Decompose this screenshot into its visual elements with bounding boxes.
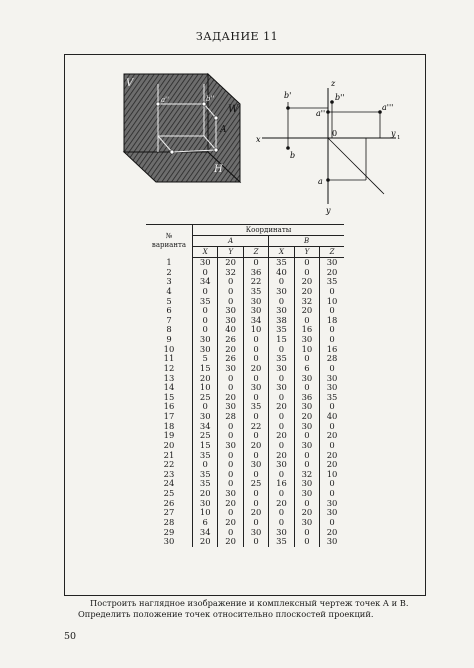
coord-cell: 0 bbox=[320, 489, 344, 499]
coord-cell: 30 bbox=[218, 306, 243, 316]
variant-number: 2 bbox=[166, 266, 172, 277]
variant-number: 9 bbox=[166, 334, 172, 344]
coord-cell: 20 bbox=[218, 499, 243, 509]
coord-cell: 0 bbox=[320, 335, 344, 345]
coord-cell: 0 bbox=[294, 528, 319, 538]
variant-number: 29 bbox=[163, 526, 175, 537]
variant-number: 24 bbox=[163, 478, 175, 489]
variant-number: 30 bbox=[163, 536, 175, 547]
coord-cell: 25 bbox=[193, 431, 218, 441]
coord-cell: 0 bbox=[193, 316, 218, 326]
coord-cell: 30 bbox=[320, 374, 344, 384]
coord-cell: 0 bbox=[320, 325, 344, 335]
table-row bbox=[146, 460, 344, 470]
coord-cell: 20 bbox=[269, 451, 294, 461]
coord-cell: 30 bbox=[320, 383, 344, 393]
variant-number: 26 bbox=[163, 497, 175, 508]
coord-cell: 0 bbox=[320, 306, 344, 316]
variant-number: 22 bbox=[163, 459, 175, 470]
variant-number: 4 bbox=[166, 285, 172, 296]
table-row bbox=[146, 412, 344, 422]
variant-number: 10 bbox=[163, 343, 175, 354]
task-caption: Построить наглядное изображение и комплексный чертеж точек A и B. Определить положение точек относительно плоскостей проекций. bbox=[78, 598, 409, 619]
coord-cell: 30 bbox=[243, 306, 268, 316]
variant-number: 27 bbox=[163, 507, 175, 518]
coord-cell: 0 bbox=[193, 460, 218, 470]
coord-cell: 30 bbox=[320, 499, 344, 509]
coord-cell: 0 bbox=[269, 508, 294, 518]
label-y1-sub: 1 bbox=[397, 135, 401, 141]
coord-cell: 0 bbox=[269, 412, 294, 422]
table-row bbox=[146, 499, 344, 509]
coords-header: Координаты bbox=[193, 225, 345, 236]
coord-cell: 30 bbox=[218, 364, 243, 374]
coord-cell: 35 bbox=[269, 325, 294, 335]
coord-cell: 0 bbox=[218, 470, 243, 480]
coord-cell: 0 bbox=[243, 335, 268, 345]
table-row bbox=[146, 335, 344, 345]
coord-cell: 38 bbox=[269, 316, 294, 326]
label-y1: y bbox=[391, 129, 396, 138]
coord-cell: 0 bbox=[243, 537, 268, 547]
table-row bbox=[146, 518, 344, 528]
variant-number: 1 bbox=[166, 256, 172, 267]
coord-cell: 0 bbox=[218, 383, 243, 393]
coord-cell: 20 bbox=[218, 393, 243, 403]
coord-cell: 16 bbox=[269, 479, 294, 489]
coord-cell: 0 bbox=[294, 258, 319, 268]
page-title: ЗАДАНИЕ 11 bbox=[195, 30, 279, 43]
coord-cell: 40 bbox=[269, 268, 294, 278]
table-row bbox=[146, 489, 344, 499]
label-z: z bbox=[331, 79, 336, 88]
label-w: W bbox=[228, 104, 239, 115]
coord-cell: 35 bbox=[243, 402, 268, 412]
coord-cell: 15 bbox=[269, 335, 294, 345]
table-row bbox=[146, 277, 344, 287]
coord-cell: 30 bbox=[218, 489, 243, 499]
coord-cell: 34 bbox=[193, 422, 218, 432]
axis-header: X bbox=[193, 247, 218, 258]
coord-cell: 30 bbox=[218, 402, 243, 412]
coord-cell: 35 bbox=[193, 470, 218, 480]
coord-cell: 34 bbox=[193, 528, 218, 538]
coord-cell: 20 bbox=[193, 374, 218, 384]
coord-cell: 30 bbox=[320, 258, 344, 268]
coord-cell: 20 bbox=[269, 431, 294, 441]
coord-cell: 30 bbox=[218, 441, 243, 451]
label-b-prime: b' bbox=[284, 91, 292, 100]
axis-header: Y bbox=[294, 247, 319, 258]
coord-cell: 15 bbox=[193, 441, 218, 451]
variant-number: 7 bbox=[166, 314, 172, 325]
coord-cell: 15 bbox=[193, 364, 218, 374]
table-row bbox=[146, 537, 344, 547]
coord-cell: 0 bbox=[269, 393, 294, 403]
coord-cell: 20 bbox=[294, 412, 319, 422]
coord-cell: 30 bbox=[243, 460, 268, 470]
coord-cell: 35 bbox=[269, 258, 294, 268]
coord-cell: 0 bbox=[243, 374, 268, 384]
coord-cell: 0 bbox=[218, 431, 243, 441]
variant-header: № варианта bbox=[146, 225, 193, 258]
coord-cell: 0 bbox=[243, 354, 268, 364]
coord-cell: 20 bbox=[218, 537, 243, 547]
coord-cell: 35 bbox=[243, 287, 268, 297]
coord-cell: 0 bbox=[193, 306, 218, 316]
coord-cell: 0 bbox=[269, 518, 294, 528]
label-a-point: A bbox=[220, 125, 227, 135]
coord-cell: 20 bbox=[320, 431, 344, 441]
variant-number: 6 bbox=[166, 305, 172, 316]
coord-cell: 35 bbox=[269, 537, 294, 547]
coord-cell: 0 bbox=[218, 374, 243, 384]
coord-cell: 34 bbox=[193, 277, 218, 287]
coord-cell: 30 bbox=[294, 374, 319, 384]
coord-cell: 0 bbox=[269, 441, 294, 451]
coord-cell: 20 bbox=[269, 499, 294, 509]
variant-number: 11 bbox=[163, 353, 175, 364]
coord-cell: 0 bbox=[269, 374, 294, 384]
coord-cell: 30 bbox=[269, 460, 294, 470]
coord-cell: 0 bbox=[243, 393, 268, 403]
coord-cell: 0 bbox=[243, 345, 268, 355]
variant-number: 18 bbox=[163, 420, 175, 431]
axis-header: Z bbox=[243, 247, 268, 258]
coord-cell: 0 bbox=[193, 402, 218, 412]
coord-cell: 0 bbox=[269, 470, 294, 480]
label-b-double: b'' bbox=[206, 95, 215, 103]
variant-number: 14 bbox=[163, 382, 175, 393]
coord-cell: 18 bbox=[320, 316, 344, 326]
table-row bbox=[146, 479, 344, 489]
variant-number: 12 bbox=[163, 362, 175, 373]
coord-cell: 16 bbox=[320, 345, 344, 355]
coord-cell: 0 bbox=[294, 537, 319, 547]
coord-cell: 25 bbox=[243, 479, 268, 489]
coord-cell: 25 bbox=[193, 393, 218, 403]
coord-cell: 0 bbox=[218, 422, 243, 432]
coord-cell: 22 bbox=[243, 422, 268, 432]
variant-number: 20 bbox=[163, 439, 175, 450]
coord-cell: 30 bbox=[320, 508, 344, 518]
coord-cell: 0 bbox=[243, 470, 268, 480]
coord-cell: 5 bbox=[193, 354, 218, 364]
label-a-double: a'' bbox=[161, 96, 170, 104]
coord-cell: 0 bbox=[243, 451, 268, 461]
coord-cell: 0 bbox=[294, 499, 319, 509]
coord-cell: 0 bbox=[218, 460, 243, 470]
table-row bbox=[146, 402, 344, 412]
coord-cell: 32 bbox=[294, 297, 319, 307]
coord-cell: 20 bbox=[320, 451, 344, 461]
table-row bbox=[146, 287, 344, 297]
table-row bbox=[146, 364, 344, 374]
variant-number: 17 bbox=[163, 411, 175, 421]
orthographic-drawing bbox=[254, 76, 404, 216]
table-row bbox=[146, 383, 344, 393]
pictorial-figure bbox=[112, 64, 242, 194]
coord-cell: 30 bbox=[294, 335, 319, 345]
coord-cell: 6 bbox=[294, 364, 319, 374]
coord-cell: 0 bbox=[269, 277, 294, 287]
plane-v bbox=[124, 74, 208, 152]
coord-cell: 20 bbox=[193, 489, 218, 499]
coord-cell: 40 bbox=[218, 325, 243, 335]
coord-cell: 10 bbox=[294, 345, 319, 355]
table-row bbox=[146, 431, 344, 441]
coord-cell: 20 bbox=[218, 345, 243, 355]
coord-cell: 0 bbox=[320, 287, 344, 297]
table-row bbox=[146, 345, 344, 355]
coord-cell: 0 bbox=[320, 441, 344, 451]
table-row bbox=[146, 393, 344, 403]
coord-cell: 0 bbox=[294, 431, 319, 441]
coord-cell: 32 bbox=[218, 268, 243, 278]
coord-cell: 0 bbox=[269, 297, 294, 307]
coord-cell: 0 bbox=[294, 354, 319, 364]
coord-cell: 20 bbox=[243, 364, 268, 374]
coord-cell: 20 bbox=[320, 460, 344, 470]
label-y: y bbox=[326, 206, 331, 215]
coord-cell: 0 bbox=[243, 431, 268, 441]
table-row bbox=[146, 451, 344, 461]
axis-header: Z bbox=[320, 247, 344, 258]
coord-cell: 30 bbox=[243, 297, 268, 307]
variant-number: 5 bbox=[166, 295, 172, 306]
variant-number: 23 bbox=[163, 468, 175, 479]
table-row bbox=[146, 268, 344, 278]
coord-cell: 20 bbox=[294, 277, 319, 287]
table-row bbox=[146, 258, 344, 268]
coord-cell: 40 bbox=[320, 412, 344, 422]
coord-cell: 30 bbox=[269, 306, 294, 316]
label-b: b bbox=[290, 151, 296, 160]
variant-number: 16 bbox=[163, 401, 175, 412]
coord-cell: 35 bbox=[320, 277, 344, 287]
table-row bbox=[146, 306, 344, 316]
coord-cell: 20 bbox=[320, 268, 344, 278]
table-row bbox=[146, 354, 344, 364]
axis-header: Y bbox=[218, 247, 243, 258]
coord-cell: 30 bbox=[294, 402, 319, 412]
coord-cell: 35 bbox=[269, 354, 294, 364]
coord-cell: 0 bbox=[218, 297, 243, 307]
table-row bbox=[146, 470, 344, 480]
coord-cell: 30 bbox=[193, 499, 218, 509]
coord-cell: 26 bbox=[218, 335, 243, 345]
coord-cell: 30 bbox=[243, 528, 268, 538]
coord-cell: 28 bbox=[218, 412, 243, 422]
variant-number: 3 bbox=[166, 276, 172, 287]
coord-cell: 0 bbox=[294, 268, 319, 278]
coord-cell: 32 bbox=[294, 470, 319, 480]
label-a-triple: a''' bbox=[382, 103, 394, 112]
coord-cell: 16 bbox=[294, 325, 319, 335]
table-row bbox=[146, 316, 344, 326]
coord-cell: 30 bbox=[294, 489, 319, 499]
label-a-prime-v: a'' bbox=[316, 109, 326, 118]
coord-cell: 0 bbox=[218, 528, 243, 538]
coord-cell: 0 bbox=[269, 345, 294, 355]
table-row bbox=[146, 374, 344, 384]
coord-cell: 0 bbox=[243, 258, 268, 268]
point-b-header: B bbox=[269, 236, 344, 247]
coord-cell: 30 bbox=[294, 518, 319, 528]
variant-number: 13 bbox=[163, 372, 175, 383]
coord-cell: 0 bbox=[294, 316, 319, 326]
coord-cell: 0 bbox=[294, 451, 319, 461]
table-row bbox=[146, 508, 344, 518]
coord-cell: 26 bbox=[218, 354, 243, 364]
label-a: a bbox=[318, 177, 323, 186]
table-row bbox=[146, 297, 344, 307]
coord-cell: 0 bbox=[218, 508, 243, 518]
coord-cell: 30 bbox=[269, 287, 294, 297]
coord-cell: 30 bbox=[320, 537, 344, 547]
coord-cell: 34 bbox=[243, 316, 268, 326]
coord-cell: 35 bbox=[193, 451, 218, 461]
coord-cell: 10 bbox=[320, 470, 344, 480]
coord-cell: 0 bbox=[243, 518, 268, 528]
table-row bbox=[146, 528, 344, 538]
label-origin: 0 bbox=[332, 129, 338, 138]
coord-cell: 20 bbox=[218, 518, 243, 528]
coord-cell: 30 bbox=[294, 422, 319, 432]
coord-cell: 20 bbox=[294, 508, 319, 518]
coord-cell: 28 bbox=[320, 354, 344, 364]
variant-number: 8 bbox=[166, 324, 172, 335]
variant-number: 28 bbox=[163, 516, 175, 527]
coord-cell: 35 bbox=[193, 479, 218, 489]
coord-cell: 10 bbox=[320, 297, 344, 307]
coord-cell: 35 bbox=[193, 297, 218, 307]
coord-cell: 10 bbox=[193, 508, 218, 518]
coord-cell: 30 bbox=[193, 412, 218, 422]
coord-cell: 30 bbox=[193, 345, 218, 355]
label-h: H bbox=[214, 164, 223, 175]
coord-cell: 30 bbox=[243, 383, 268, 393]
coord-cell: 30 bbox=[218, 316, 243, 326]
coord-cell: 30 bbox=[294, 479, 319, 489]
coord-cell: 0 bbox=[243, 499, 268, 509]
coord-cell: 0 bbox=[218, 479, 243, 489]
coord-cell: 20 bbox=[243, 508, 268, 518]
label-x: x bbox=[256, 135, 261, 144]
page-number: 50 bbox=[64, 631, 77, 642]
coord-cell: 0 bbox=[218, 451, 243, 461]
variant-number: 15 bbox=[163, 391, 175, 402]
table-row bbox=[146, 325, 344, 335]
coord-cell: 10 bbox=[193, 383, 218, 393]
coord-cell: 0 bbox=[294, 460, 319, 470]
coord-cell: 0 bbox=[243, 489, 268, 499]
coord-cell: 0 bbox=[193, 325, 218, 335]
coord-cell: 20 bbox=[320, 528, 344, 538]
coord-cell: 0 bbox=[218, 287, 243, 297]
coord-cell: 0 bbox=[294, 383, 319, 393]
coord-cell: 20 bbox=[218, 258, 243, 268]
coord-cell: 30 bbox=[269, 383, 294, 393]
coord-cell: 22 bbox=[243, 277, 268, 287]
coord-cell: 0 bbox=[320, 422, 344, 432]
coord-cell: 20 bbox=[269, 402, 294, 412]
coord-cell: 0 bbox=[320, 479, 344, 489]
coord-cell: 20 bbox=[294, 287, 319, 297]
coord-cell: 20 bbox=[243, 441, 268, 451]
label-v: V bbox=[126, 78, 134, 89]
coord-cell: 30 bbox=[269, 528, 294, 538]
coord-cell: 30 bbox=[193, 258, 218, 268]
coord-cell: 0 bbox=[269, 422, 294, 432]
coord-cell: 0 bbox=[243, 412, 268, 422]
coord-cell: 0 bbox=[320, 364, 344, 374]
coord-cell: 30 bbox=[193, 335, 218, 345]
table-row bbox=[146, 441, 344, 451]
coord-cell: 0 bbox=[218, 277, 243, 287]
label-b-double-ortho: b'' bbox=[335, 93, 345, 102]
coord-cell: 30 bbox=[269, 364, 294, 374]
coord-cell: 30 bbox=[294, 441, 319, 451]
coord-cell: 36 bbox=[243, 268, 268, 278]
coord-cell: 6 bbox=[193, 518, 218, 528]
variant-number: 21 bbox=[163, 449, 175, 460]
coord-cell: 0 bbox=[320, 402, 344, 412]
point-a-header: A bbox=[193, 236, 269, 247]
coord-cell: 0 bbox=[193, 268, 218, 278]
axis-header: X bbox=[269, 247, 294, 258]
variant-number: 25 bbox=[163, 488, 175, 498]
coord-cell: 0 bbox=[320, 518, 344, 528]
coord-cell: 10 bbox=[243, 325, 268, 335]
coord-cell: 35 bbox=[320, 393, 344, 403]
coord-cell: 20 bbox=[193, 537, 218, 547]
coord-cell: 20 bbox=[294, 306, 319, 316]
coord-cell: 36 bbox=[294, 393, 319, 403]
coordinates-table bbox=[146, 224, 344, 547]
table-row bbox=[146, 422, 344, 432]
variant-number: 19 bbox=[163, 430, 175, 441]
coord-cell: 0 bbox=[193, 287, 218, 297]
coord-cell: 0 bbox=[269, 489, 294, 499]
